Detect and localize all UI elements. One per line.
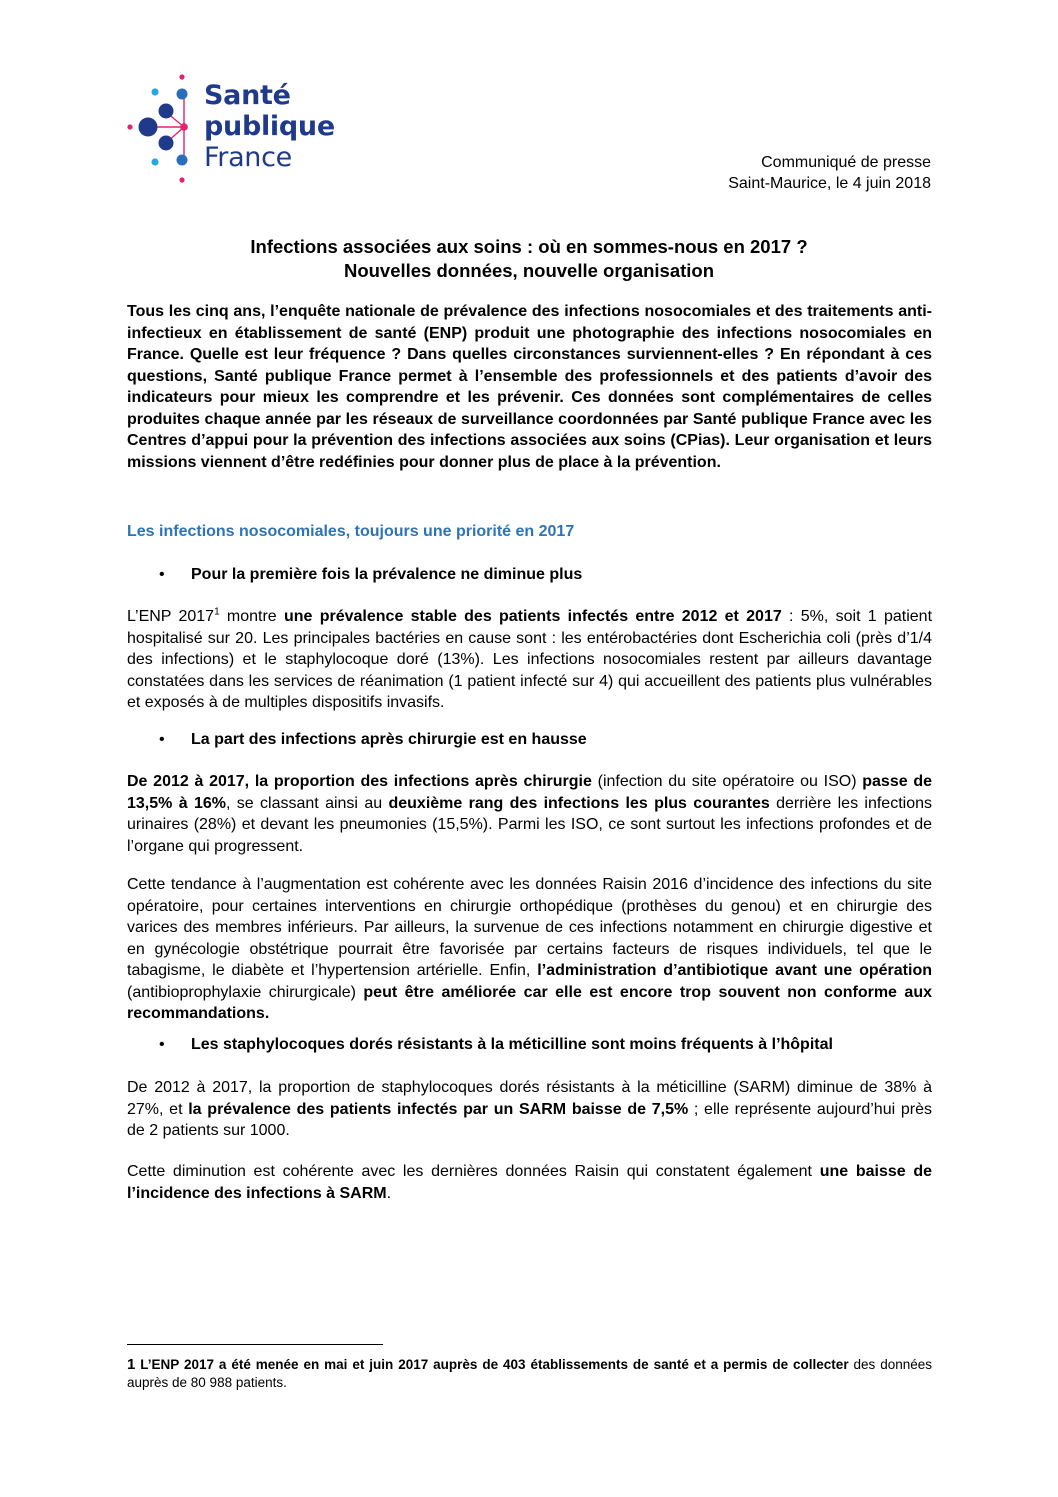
bullet-item-2	[159, 731, 587, 749]
text-run: ; elle représente aujourd’hui près de 2 patients sur 1000.	[127, 1100, 932, 1139]
text-run: des données auprès de 80 988 patients.	[127, 1357, 932, 1390]
text-run: (infection du site opératoire ou ISO)	[591, 773, 863, 790]
title-line-1: Infections associées aux soins : où en sommes-nous en 2017 ?	[250, 236, 808, 257]
paragraph-surgery	[127, 771, 932, 857]
paragraph-raisin	[127, 1161, 932, 1204]
paragraph-sarm	[127, 1077, 932, 1142]
place-and-date: Saint-Maurice, le 4 juin 2018	[728, 175, 931, 192]
sante-publique-france-logo	[122, 70, 342, 190]
text-run: : 5%, soit 1 patient hospitalisé sur 20. Les principales bactéries en cause sont : les entérobactéries dont Escherichia coli	[127, 608, 933, 647]
bold-text: deuxième rang des infections les plus courantes	[388, 794, 770, 812]
title-line-2: Nouvelles données, nouvelle organisation	[343, 260, 715, 281]
footnote-ref: 1	[214, 606, 220, 618]
bold-text: L’ENP 2017 a été menée en mai et juin 2017 auprès de 403 établissements de santé et a permis de collecter	[135, 1357, 849, 1372]
bullet-text: Pour la première fois la prévalence ne diminue plus	[191, 566, 583, 583]
bullet-item-1	[159, 566, 582, 584]
document-type: Communiqué de presse	[761, 154, 931, 171]
paragraph-prevalence	[127, 606, 932, 714]
press-header	[728, 152, 931, 194]
text-run: .	[386, 1184, 392, 1202]
text-run: derrière les infections urinaires (28%) et devant les pneumonies (15,5%). Parmi les ISO, ce sont surtout les infections profondes et de l’	[127, 794, 933, 855]
page-title	[0, 235, 1058, 283]
text-run: ) et le staphylocoque doré (13%). Les infections nosocomiales restent par ailleurs davantage constatées dans les services de réanimation (1 patient infecté sur 4) qui accueillent des patients plus vulnérables et exposés à de multiples dispositifs invasifs.	[127, 651, 932, 711]
bullet-text: La part des infections après chirurgie est en hausse	[191, 731, 587, 748]
footnote	[127, 1356, 932, 1392]
logo-line-publique: publique	[204, 111, 335, 142]
bullet-icon: •	[159, 1036, 165, 1053]
bold-text: une baisse de l’incidence des infections à SARM	[127, 1163, 932, 1202]
text-run: Cette diminution est cohérente avec les dernières données Raisin qui constatent également	[127, 1163, 820, 1180]
logo-line-sante: Santé	[204, 80, 291, 111]
text-run: Cette tendance à l’augmentation est cohérente avec les données Raisin 2016 d’incidence des infections du site opératoire, pour certaines interventions en chirurgie orthopédique (prothèses du genou) et en chirurgie des varices des membres inférieurs. Par ailleurs, la survenue de ces infections notamment en chirurgie digestive et en gynécologie obstétrique pourrait être favorisée par certains facteurs de risques individuels, tel que le tabagisme, le diabète et l’hypertension artérielle. Enfin,	[127, 876, 932, 979]
text-run: De 2012 à 2017, la proportion de staphylocoques dorés résistants à la méticilline (SARM) diminue de 38% à 27%, et	[127, 1079, 932, 1118]
text-run: , se classant ainsi au	[225, 794, 389, 812]
text-run: organe qui progresse	[134, 837, 286, 855]
footnote-divider	[127, 1344, 383, 1345]
section-title: Les infections nosocomiales, toujours une priorité en 2017	[127, 523, 575, 540]
footnote-number: 1	[127, 1356, 136, 1373]
paragraph-trend	[127, 874, 932, 1025]
bullet-icon: •	[159, 731, 165, 748]
lead-paragraph: Tous les cinq ans, l’enquête nationale de prévalence des infections nosocomiales et des traitements anti-infectieux en établissement de santé (ENP) produit une photographie des infections nosocomiales en France. Quelle est leur fréquence ? Dans quelles circonstances surviennent-elles ? En répondant à ces questions, Santé publique France permet à l’ensemble des professionnels et des patients d’avoir des indicateurs pour mieux les comprendre et les prévenir. Ces données sont complémentaires de celles produites chaque année par les réseaux de surveillance coordonnées par Santé publique France avec les Centres d’appui pour la prévention des infections associées aux soins (CPias). Leur organisation et leurs missions viennent d’être redéfinies pour donner plus de place à la prévention.	[127, 303, 932, 471]
bold-text: l’administration d’antibiotique avant une opération	[537, 962, 932, 979]
bold-text: la prévalence des patients infectés par un SARM baisse de 7,5%	[188, 1100, 689, 1118]
bold-text: passe de 13,5% à 16%	[127, 773, 933, 812]
text-run: (antibioprophylaxie chirurgicale)	[127, 983, 364, 1001]
logo-wordmark	[204, 80, 335, 173]
bullet-text: Les staphylocoques dorés résistants à la méticilline sont moins fréquents à l’hôpital	[191, 1036, 833, 1053]
bullet-icon: •	[159, 566, 165, 583]
bold-text: peut être améliorée car elle est encore trop souvent non conforme aux recommandations.	[127, 983, 932, 1022]
text-run: nt.	[285, 837, 304, 855]
bold-text: De 2012 à 2017, la proportion des infections après chirurgie	[127, 773, 592, 790]
bold-text: une prévalence stable des patients infectés entre 2012 et 2017	[284, 608, 782, 625]
logo-dots-icon	[122, 70, 202, 190]
text-run: L’ENP 2017	[127, 608, 215, 625]
text-run: (près d’1/4 des infections	[127, 629, 932, 668]
text-run: montre	[219, 608, 284, 625]
logo-line-france: France	[204, 142, 292, 173]
bullet-item-3	[159, 1036, 833, 1054]
